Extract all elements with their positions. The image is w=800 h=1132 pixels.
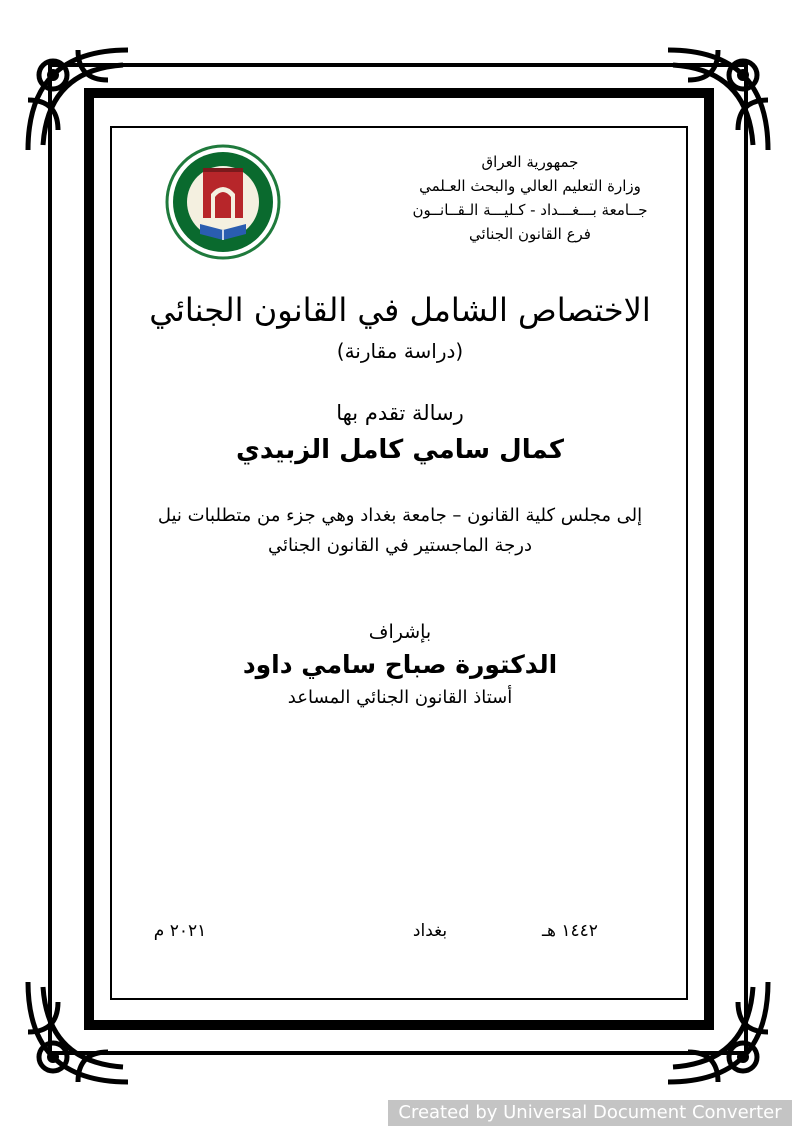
thesis-subtitle: (دراسة مقارنة) xyxy=(336,339,464,363)
ornament-corner-bottom-right xyxy=(658,972,778,1092)
header-ministry: وزارة التعليم العالي والبحث العـلمي xyxy=(419,177,641,195)
supervision-label: بإشراف xyxy=(368,621,432,643)
footer-gregorian-year: ٢٠٢١ م xyxy=(153,921,207,941)
ornament-corner-top-left xyxy=(18,40,138,160)
ornament-corner-bottom-left xyxy=(18,972,138,1092)
converter-watermark: Created by Universal Document Converter xyxy=(388,1100,792,1126)
header-country: جمهورية العراق xyxy=(481,153,579,171)
header-block xyxy=(380,150,680,246)
author-name: كمال سامي كامل الزبيدي xyxy=(235,435,565,465)
university-seal xyxy=(158,142,288,262)
footer-hijri-year: ١٤٤٢ هـ xyxy=(542,921,598,941)
supervisor-position: أستاذ القانون الجنائي المساعد xyxy=(287,687,513,708)
submission-intro: رسالة تقدم بها xyxy=(336,401,464,425)
submission-purpose-line2: درجة الماجستير في القانون الجنائي xyxy=(268,535,532,556)
supervisor-name: الدكتورة صباح سامي داود xyxy=(242,650,558,679)
footer-city: بغداد xyxy=(412,921,448,941)
submission-purpose-line1: إلى مجلس كلية القانون – جامعة بغداد وهي جزء من متطلبات نيل xyxy=(157,505,643,526)
ornament-corner-top-right xyxy=(658,40,778,160)
thesis-title: الاختصاص الشامل في القانون الجنائي xyxy=(149,291,651,329)
header-department: فرع القانون الجنائي xyxy=(469,225,591,243)
header-university: جــامعة بـــغـــداد - كـليـــة الـقــانــون xyxy=(412,201,648,219)
